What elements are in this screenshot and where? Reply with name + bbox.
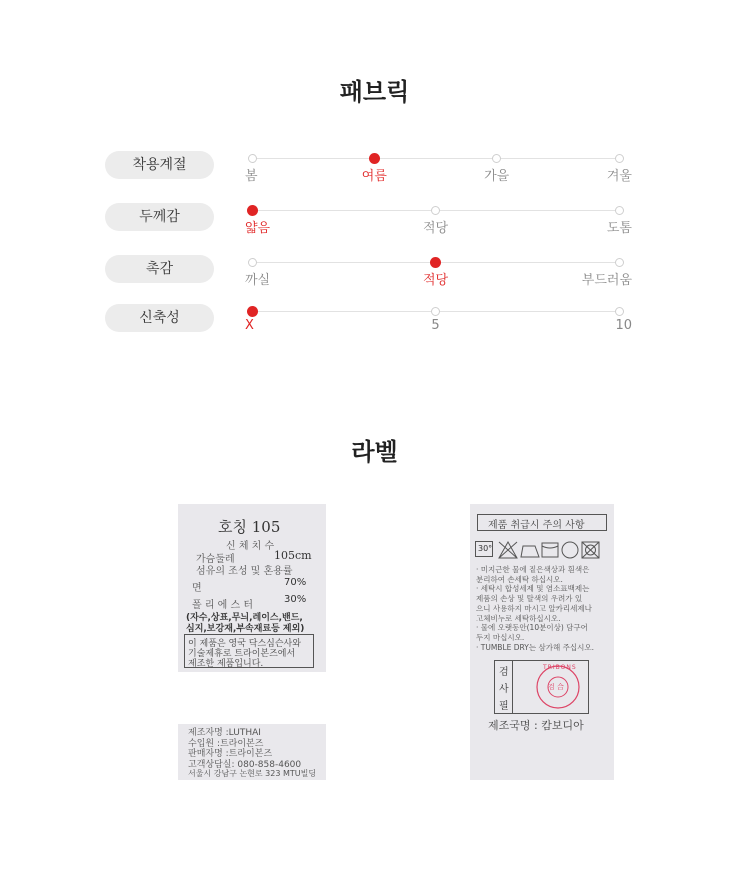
- attribute-label: 신축성: [105, 304, 214, 332]
- care-label-photo: [470, 504, 614, 780]
- notice-line: 이 제품은 영국 닥스심슨사와: [188, 639, 301, 649]
- inspection-char: 사: [499, 684, 509, 695]
- scale-point: [615, 154, 624, 163]
- dry-clean-icon: [562, 542, 578, 558]
- iron-icon: [521, 546, 539, 557]
- caution-line: 으니 사용하지 마시고 알카리세제나: [476, 603, 592, 613]
- notice-box: [184, 634, 314, 668]
- chest-value: 105cm: [274, 549, 312, 562]
- inspection-char: 검: [499, 667, 509, 678]
- fiber-name: 면: [192, 583, 202, 594]
- fiber-percent: 70%: [284, 577, 307, 588]
- body-size-heading: 신 체 치 수: [226, 541, 275, 552]
- scale-point: [431, 307, 440, 316]
- scale-point-selected: [430, 257, 441, 268]
- chest-label: 가슴둘레: [196, 554, 235, 565]
- scale-option-label: 여름: [361, 169, 387, 184]
- scale-option-label: 5: [431, 318, 440, 333]
- maker-line: 서울시 강남구 논현로 323 MTU빌딩: [188, 769, 317, 778]
- attribute-label: 착용계절: [105, 151, 214, 179]
- no-tumble-dry-icon: [582, 542, 599, 558]
- maker-label-photo: [178, 724, 326, 780]
- caution-line: 고체비누로 세탁하십시오.: [476, 613, 561, 623]
- wash-temperature: 30°: [478, 544, 493, 553]
- inspection-box: [494, 660, 589, 714]
- care-heading: 제품 취급시 주의 사항: [488, 520, 585, 531]
- size-designation: 호칭 105: [218, 518, 281, 536]
- exclusion-line: (자수,상표,무늬,레이스,밴드,: [186, 613, 303, 623]
- inspection-char: 필: [499, 701, 509, 712]
- scale-point: [492, 154, 501, 163]
- caution-line: 분리하여 손세탁 하십시오.: [476, 574, 563, 584]
- caution-line: · 세탁시 합성세제 및 염소표백제는: [476, 584, 590, 594]
- fiber-percent: 30%: [284, 594, 307, 605]
- composition-heading: 섬유의 조성 및 혼용률: [196, 566, 293, 577]
- scale-option-label: X: [245, 318, 254, 333]
- size-label-photo: [178, 504, 326, 672]
- scale-option-label: 적당: [422, 221, 449, 236]
- scale-point-selected: [247, 306, 258, 317]
- maker-line: 제조자명 :LUTHAI: [188, 728, 261, 738]
- label-section-title: 라벨: [351, 438, 398, 466]
- scale-point-selected: [369, 153, 380, 164]
- scale-point: [248, 154, 257, 163]
- origin-country: 제조국명 : 캄보디아: [488, 719, 584, 732]
- hand-wash-icon: [475, 541, 493, 557]
- scale-option-label: 겨울: [606, 169, 632, 184]
- scale-option-label: 도톰: [606, 221, 632, 236]
- stamp-text: TRIBONS: [543, 664, 577, 671]
- notice-line: 기술제휴로 트라이본즈에서: [188, 649, 296, 659]
- caution-line: 두지 마십시오.: [476, 632, 525, 642]
- stamp-center: 검 合: [548, 683, 564, 691]
- attribute-label: 두께감: [105, 203, 214, 231]
- care-heading-box: [477, 514, 607, 531]
- fiber-name: 폴 리 에 스 터: [192, 600, 254, 611]
- attribute-label: 촉감: [105, 255, 214, 283]
- scale-point: [431, 206, 440, 215]
- scale-option-label: 봄: [245, 169, 258, 184]
- caution-line: · 물에 오랫동안(10분이상) 담구어: [476, 623, 588, 633]
- exclusion-line: 심지,보강재,부속재료등 제외): [186, 624, 305, 634]
- maker-line: 고객상담실: 080-858-4600: [188, 760, 302, 770]
- caution-line: · 미지근한 물에 짙은색상과 흰색은: [476, 565, 590, 574]
- no-bleach-icon: [499, 542, 517, 558]
- caution-line: · TUMBLE DRY는 삼가해 주십시오.: [476, 642, 594, 652]
- scale-option-label: 부드러움: [581, 273, 632, 288]
- scale-point: [615, 206, 624, 215]
- scale-option-label: 까실: [245, 273, 271, 288]
- scale-option-label: 적당: [422, 273, 449, 288]
- scale-option-label: 10: [615, 318, 632, 333]
- scale-point: [248, 258, 257, 267]
- scale-point-selected: [247, 205, 258, 216]
- fabric-section-title: 패브릭: [339, 78, 410, 106]
- caution-line: 제품의 손상 및 탈색의 우려가 있: [476, 594, 583, 604]
- scale-point: [615, 307, 624, 316]
- scale-track: [252, 158, 619, 159]
- scale-point: [615, 258, 624, 267]
- maker-line: 판매자명 :트라이본즈: [188, 749, 273, 759]
- notice-line: 제조한 제품입니다.: [188, 659, 264, 669]
- care-symbol-icons: [497, 540, 607, 560]
- scale-option-label: 얇음: [245, 221, 271, 236]
- scale-option-label: 가을: [484, 169, 510, 184]
- line-dry-icon: [542, 543, 558, 557]
- maker-line: 수입원 :트라이본즈: [188, 739, 264, 749]
